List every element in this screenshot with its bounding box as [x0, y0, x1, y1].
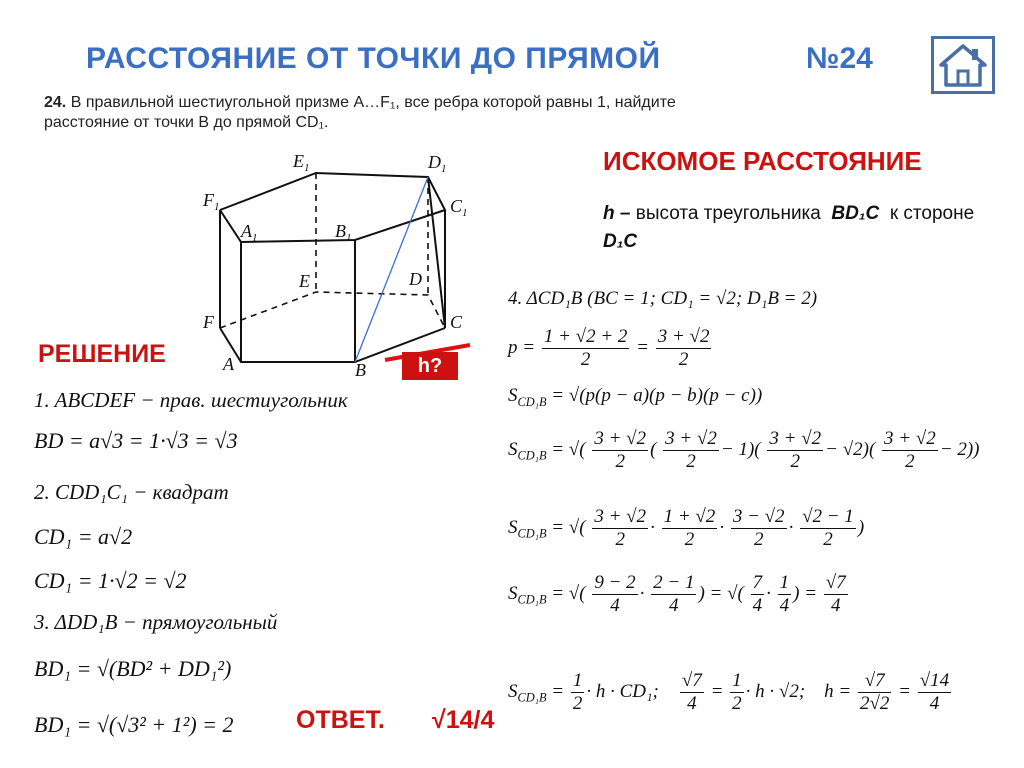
label-C: C: [450, 312, 463, 332]
label-E: E: [299, 271, 310, 291]
label-D: D: [409, 269, 422, 289]
height-result: $S_{CD_1B}$ = $\frac{1}{2}$ · h · CD₁; $\frac{√7}{4}$ = $\frac{1}{2}$ · h · √2; h = $\frac{√7}{2√2}$ = $\frac{√14}{4}$: [508, 670, 950, 714]
answer-value: √14/4: [432, 706, 495, 734]
home-button[interactable]: [931, 36, 995, 94]
label-B: B: [355, 360, 366, 380]
side-name: D₁C: [603, 231, 638, 252]
label-A1: $A_1$: [241, 221, 258, 244]
desc-text-1: высота треугольника: [635, 203, 821, 224]
semi-perimeter: p = $\frac{1 + √2 + 2}{2}$ = $\frac{3 + √2}{2}$: [508, 326, 710, 370]
problem-num: 24.: [44, 94, 67, 111]
triangle-name: BD₁C: [831, 203, 880, 224]
step-1: 1. ABCDEF − прав. шестиугольник: [34, 388, 348, 412]
step-1-eq: BD = a√3 = 1·√3 = √3: [34, 428, 238, 453]
solution-heading: РЕШЕНИЕ: [38, 340, 166, 368]
desc-text-2: к стороне: [889, 203, 975, 224]
h-symbol: h –: [603, 203, 631, 224]
step-3: 3. ΔDD₁B − прямоугольный: [34, 610, 278, 634]
sought-heading: ИСКОМОЕ РАССТОЯНИЕ: [603, 146, 922, 176]
area-result: $S_{CD_1B}$ = √( $\frac{9 - 2}{4}$ · $\frac{2 - 1}{4}$ ) = √( $\frac{7}{4}$ · $\frac{1}{4}$ ) = $\frac{√7}{4}$: [508, 572, 846, 616]
page-title: РАССТОЯНИЕ ОТ ТОЧКИ ДО ПРЯМОЙ: [86, 42, 661, 75]
step-3-eq2: BD₁ = √(√3² + 1²) = 2: [34, 712, 234, 737]
label-D1: $D_1$: [428, 152, 447, 175]
label-F: F: [203, 312, 214, 332]
problem-statement: [44, 93, 684, 133]
label-B1: $B_1$: [335, 221, 352, 244]
label-E1: $E_1$: [293, 151, 310, 174]
home-icon: [934, 39, 992, 91]
heron-simplified: $S_{CD_1B}$ = √( $\frac{3 + √2}{2}$ · $\frac{1 + √2}{2}$ · $\frac{3 - √2}{2}$ · $\frac{√2 - 1}{2}$ ): [508, 506, 865, 550]
h-question-tag: h?: [402, 352, 458, 380]
label-A: A: [223, 354, 234, 374]
step-3-eq1: BD₁ = √(BD² + DD₁²): [34, 656, 232, 681]
prism-figure: [195, 150, 485, 385]
label-F1: $F_1$: [203, 190, 220, 213]
heron-substitution: $S_{CD_1B}$ = √( $\frac{3 + √2}{2}$ ( $\frac{3 + √2}{2}$ − 1)( $\frac{3 + √2}{2}$ − √2)( $\frac{3 + √2}{2}$ − 2)): [508, 428, 980, 472]
step-2-eq1: CD₁ = a√2: [34, 524, 133, 549]
step-4: 4. ΔCD₁B (BC = 1; CD₁ = √2; D₁B = 2): [508, 288, 818, 309]
label-C1: $C_1$: [450, 196, 468, 219]
answer-label: ОТВЕТ.: [296, 706, 385, 734]
problem-number: №24: [806, 42, 873, 75]
step-2-eq2: CD₁ = 1·√2 = √2: [34, 568, 187, 593]
heron-formula: $S_{CD_1B} = √(p(p - a)(p - b)(p - c))$: [508, 385, 763, 409]
step-2: 2. CDD₁C₁ − квадрат: [34, 480, 229, 504]
problem-text: В правильной шестиугольной призме A…F₁, все ребра которой равны 1, найдите расстояние от точки B до прямой CD₁.: [44, 94, 676, 131]
sought-description: [603, 200, 983, 256]
